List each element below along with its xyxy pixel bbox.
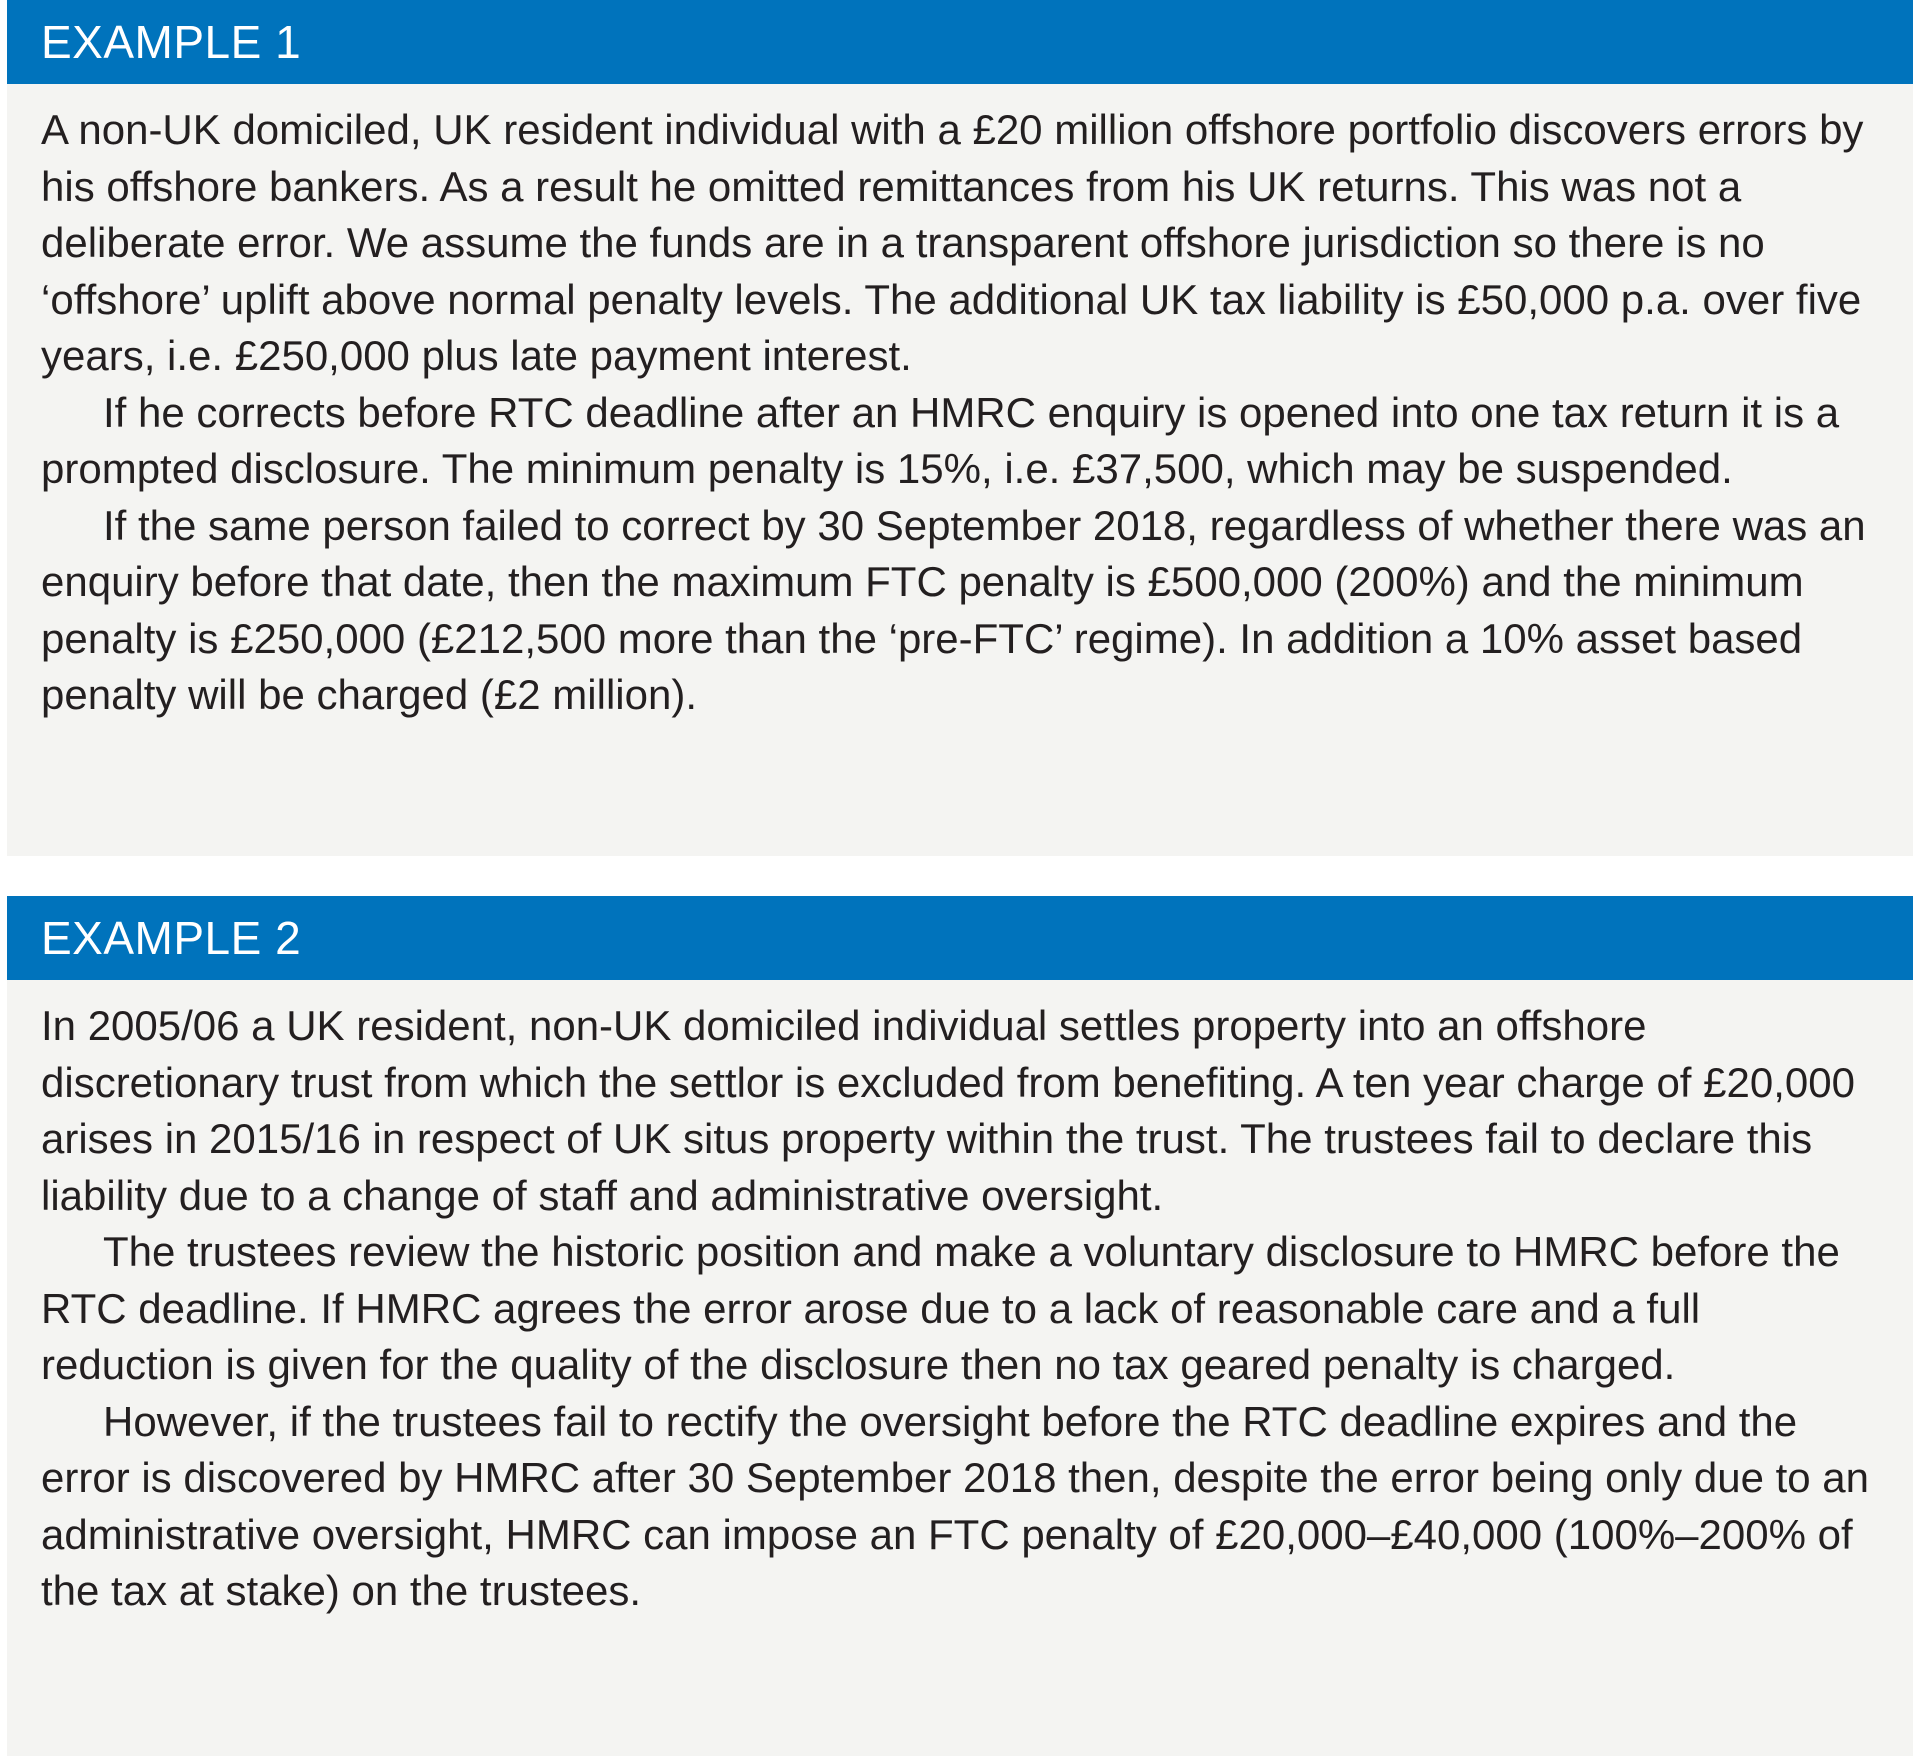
example-2-paragraph-1: In 2005/06 a UK resident, non-UK domiciled individual settles property into an offshore discretionary trust from which the settlor is excluded from benefiting. A ten year charge of £20,000 arises in 2015/16 in respect of UK situs property within the trust. The trustees fail to declare this liability due to a change of staff and administrative oversight. bbox=[41, 1002, 1855, 1219]
example-1-paragraph-3: If the same person failed to correct by 30 September 2018, regardless of whether there was an enquiry before that date, then the maximum FTC penalty is £500,000 (200%) and the minimum penalty is £250,000 (£212,500 more than the ‘pre-FTC’ regime). In addition a 10% asset based penalty will be charged (£2 million). bbox=[41, 501, 1866, 718]
example-1-paragraph-2: If he corrects before RTC deadline after an HMRC enquiry is opened into one tax return it is a prompted disclosure. The minimum penalty is 15%, i.e. £37,500, which may be suspended. bbox=[41, 388, 1840, 492]
example-2-box bbox=[7, 896, 1913, 1756]
example-2-paragraph-3: However, if the trustees fail to rectify the oversight before the RTC deadline expires and the error is discovered by HMRC after 30 September 2018 then, despite the error being only due to an administrative oversight, HMRC can impose an FTC penalty of £20,000–£40,000 (100%–200% of the tax at stake) on the trustees. bbox=[41, 1397, 1870, 1614]
example-1-paragraph-1: A non-UK domiciled, UK resident individual with a £20 million offshore portfolio discovers errors by his offshore bankers. As a result he omitted remittances from his UK returns. This was not a deliberate error. We assume the funds are in a transparent offshore jurisdiction so there is no ‘offshore’ uplift above normal penalty levels. The additional UK tax liability is £50,000 p.a. over five years, i.e. £250,000 plus late payment interest. bbox=[41, 106, 1864, 379]
example-2-title: EXAMPLE 2 bbox=[7, 896, 1913, 980]
example-1-body bbox=[7, 84, 1913, 724]
example-2-body bbox=[7, 980, 1913, 1620]
example-1-title: EXAMPLE 1 bbox=[7, 0, 1913, 84]
example-2-paragraph-2: The trustees review the historic position and make a voluntary disclosure to HMRC before the RTC deadline. If HMRC agrees the error arose due to a lack of reasonable care and a full reduction is given for the quality of the disclosure then no tax geared penalty is charged. bbox=[41, 1228, 1840, 1388]
example-1-box bbox=[7, 0, 1913, 856]
